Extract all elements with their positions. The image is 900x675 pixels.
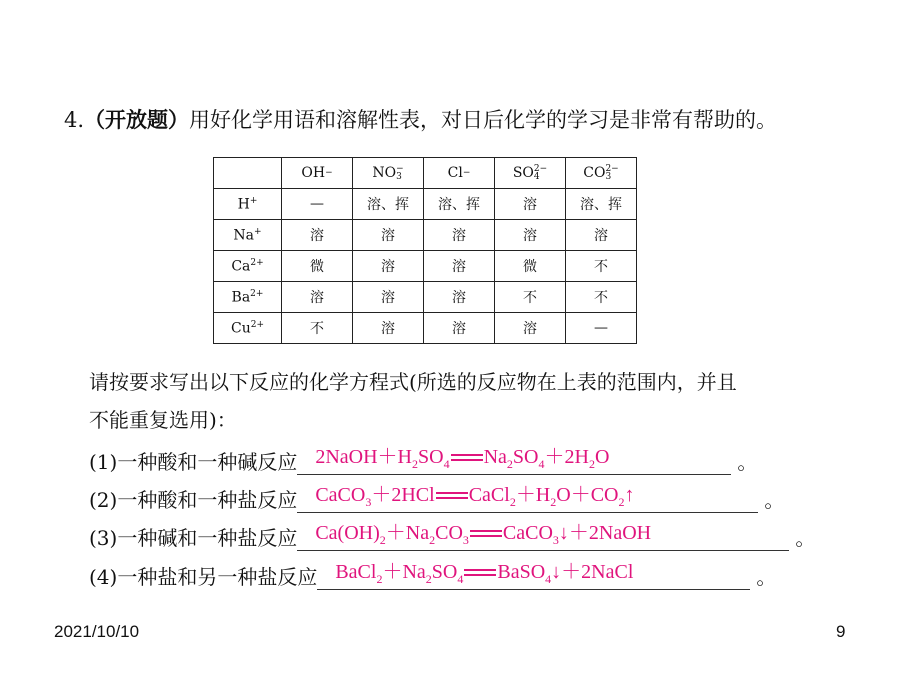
answer-label: (1)一种酸和一种碱反应 (89, 450, 298, 474)
equation-term: ＋2H (544, 446, 589, 468)
anion-header (282, 158, 353, 189)
equals-sign-icon (435, 491, 469, 501)
anion-charge: − (462, 168, 471, 178)
answer-row (89, 484, 784, 514)
equation-term: Ca(OH) (315, 522, 380, 544)
equation-term: ＋2HCl (371, 484, 435, 506)
chemical-equation (315, 478, 634, 510)
answer-blank (297, 486, 758, 513)
equation-term: BaCl (335, 561, 377, 583)
solubility-cell: — (282, 189, 353, 220)
cation-charge: 2+ (250, 288, 264, 299)
equation-subscript: 3 (365, 495, 372, 509)
solubility-cell: 溶 (282, 282, 353, 313)
instruction-line-1: 请按要求写出以下反应的化学方程式(所选的反应物在上表的范围内，并且 (89, 370, 737, 394)
equation-subscript: 3 (462, 533, 469, 547)
question-body: 用好化学用语和溶解性表，对日后化学的学习是非常有帮助的。 (189, 108, 778, 132)
solubility-cell: 溶 (495, 313, 566, 344)
anion-symbol: CO (583, 165, 606, 181)
equation-subscript: 2 (425, 572, 432, 586)
table-row (214, 282, 637, 313)
equation-subscript: 2 (412, 457, 418, 471)
equation-term: ↓＋2NaOH (558, 522, 652, 544)
footer-date: 2021/10/10 (54, 622, 140, 641)
cation-symbol: H (237, 196, 250, 213)
question-text (64, 104, 777, 134)
equation-subscript: 4 (457, 572, 464, 586)
cation-symbol: Cu (230, 320, 251, 337)
equation-subscript: 3 (552, 533, 559, 547)
cation-header (214, 251, 282, 282)
anion-subscript: 3 (396, 172, 402, 182)
solubility-cell: — (566, 313, 637, 344)
equation-term: SO (418, 446, 444, 468)
solubility-cell: 溶 (353, 313, 424, 344)
anion-header (353, 158, 424, 189)
anion-charge: − (396, 164, 404, 174)
equation-term: O (594, 446, 610, 468)
equation-subscript: 2 (429, 533, 436, 547)
table-header-row (214, 158, 637, 189)
equation-term: Na (483, 446, 507, 468)
equation-term: 2NaOH＋H (315, 446, 412, 468)
equation-term: CaCO (315, 484, 366, 506)
cation-symbol: Ba (231, 289, 251, 306)
solubility-cell: 微 (495, 251, 566, 282)
equation-subscript: 2 (379, 533, 386, 547)
solubility-cell: 溶 (282, 220, 353, 251)
anion-charge-group (463, 169, 471, 177)
answer-row (89, 522, 815, 552)
equation-subscript: 2 (618, 495, 625, 509)
anion-charge: 2− (605, 164, 619, 174)
anion-symbol: SO (512, 165, 534, 181)
cation-header (214, 220, 282, 251)
anion-header (566, 158, 637, 189)
answer-end-mark: 。 (756, 565, 777, 589)
anion-symbol: OH (301, 165, 326, 181)
solubility-cell: 溶、挥 (566, 189, 637, 220)
equation-subscript: 4 (545, 572, 552, 586)
answer-end-mark: 。 (795, 526, 816, 550)
instruction-line-2: 不能重复选用)： (89, 408, 237, 432)
solubility-cell: 溶 (495, 189, 566, 220)
cation-charge: 2+ (250, 319, 264, 330)
anion-subscript: 3 (605, 172, 612, 182)
answer-blank (297, 524, 789, 551)
answer-end-mark: 。 (737, 450, 758, 474)
chemical-equation (315, 516, 651, 548)
cation-header (214, 313, 282, 344)
equation-term: SO (512, 446, 539, 468)
answer-end-mark: 。 (764, 488, 785, 512)
solubility-table (213, 157, 637, 344)
table-corner-cell (214, 158, 282, 189)
solubility-cell: 溶 (495, 220, 566, 251)
cation-symbol: Ca (231, 258, 251, 275)
table-row (214, 189, 637, 220)
cation-charge: + (254, 226, 262, 237)
answer-row (89, 446, 757, 476)
cation-charge: 2+ (250, 257, 264, 268)
chemical-equation (315, 440, 609, 472)
anion-header (495, 158, 566, 189)
page-number: 9 (836, 622, 846, 641)
equation-term: ＋H (515, 484, 551, 506)
cation-symbol: Na (233, 227, 255, 244)
equation-subscript: 2 (509, 495, 516, 509)
equation-term: ＋Na (382, 561, 426, 583)
solubility-cell: 不 (566, 282, 637, 313)
solubility-cell: 溶 (424, 282, 495, 313)
anion-header (424, 158, 495, 189)
answer-label: (4)一种盐和另一种盐反应 (89, 565, 318, 589)
equals-sign-icon (463, 568, 497, 578)
equals-sign-icon (469, 529, 503, 539)
solubility-cell: 溶、挥 (353, 189, 424, 220)
equation-subscript: 4 (443, 457, 450, 471)
solubility-cell: 不 (282, 313, 353, 344)
answer-label: (3)一种碱和一种盐反应 (89, 526, 298, 550)
equation-subscript: 2 (376, 572, 383, 586)
equation-subscript: 2 (588, 457, 595, 471)
solubility-cell: 溶 (353, 220, 424, 251)
equation-term: CaCl (468, 484, 510, 506)
cation-charge: + (249, 195, 258, 206)
solubility-cell: 微 (282, 251, 353, 282)
anion-symbol: Cl (447, 165, 463, 181)
equation-term: ↑ (624, 484, 635, 506)
anion-subscript: 4 (533, 172, 540, 182)
answer-label: (2)一种酸和一种盐反应 (89, 488, 298, 512)
anion-charge: 2− (533, 164, 548, 174)
equation-term: BaSO (497, 561, 546, 583)
solubility-cell: 溶 (353, 251, 424, 282)
solubility-cell: 溶 (424, 251, 495, 282)
equation-subscript: 4 (538, 457, 545, 471)
answer-blank (317, 563, 750, 590)
chemical-equation (335, 555, 633, 587)
anion-charge-group (396, 165, 404, 181)
anion-charge-group (325, 169, 333, 177)
solubility-cell: 溶 (566, 220, 637, 251)
equals-sign-icon (450, 453, 484, 463)
cation-header (214, 189, 282, 220)
solubility-cell: 溶 (424, 220, 495, 251)
solubility-cell: 不 (495, 282, 566, 313)
solubility-cell: 溶 (424, 313, 495, 344)
solubility-cell: 溶、挥 (424, 189, 495, 220)
equation-term: CaCO (502, 522, 553, 544)
equation-term: O＋CO (556, 484, 619, 506)
equation-term: SO (431, 561, 458, 583)
table-row (214, 313, 637, 344)
equation-term: ↓＋2NaCl (551, 561, 634, 583)
equation-subscript: 2 (550, 495, 557, 509)
equation-term: CO (435, 522, 463, 544)
equation-term: ＋Na (385, 522, 430, 544)
solubility-cell: 溶 (353, 282, 424, 313)
solubility-cell: 不 (566, 251, 637, 282)
anion-symbol: NO (372, 165, 397, 181)
answer-blank (297, 448, 731, 475)
answer-row (89, 561, 776, 591)
cation-header (214, 282, 282, 313)
equation-subscript: 2 (506, 457, 513, 471)
question-tag: （开放题） (84, 108, 190, 132)
anion-charge: − (325, 168, 333, 178)
table-row (214, 220, 637, 251)
anion-charge-group (534, 165, 547, 181)
question-number: 4. (64, 108, 85, 132)
anion-charge-group (605, 165, 618, 181)
table-row (214, 251, 637, 282)
